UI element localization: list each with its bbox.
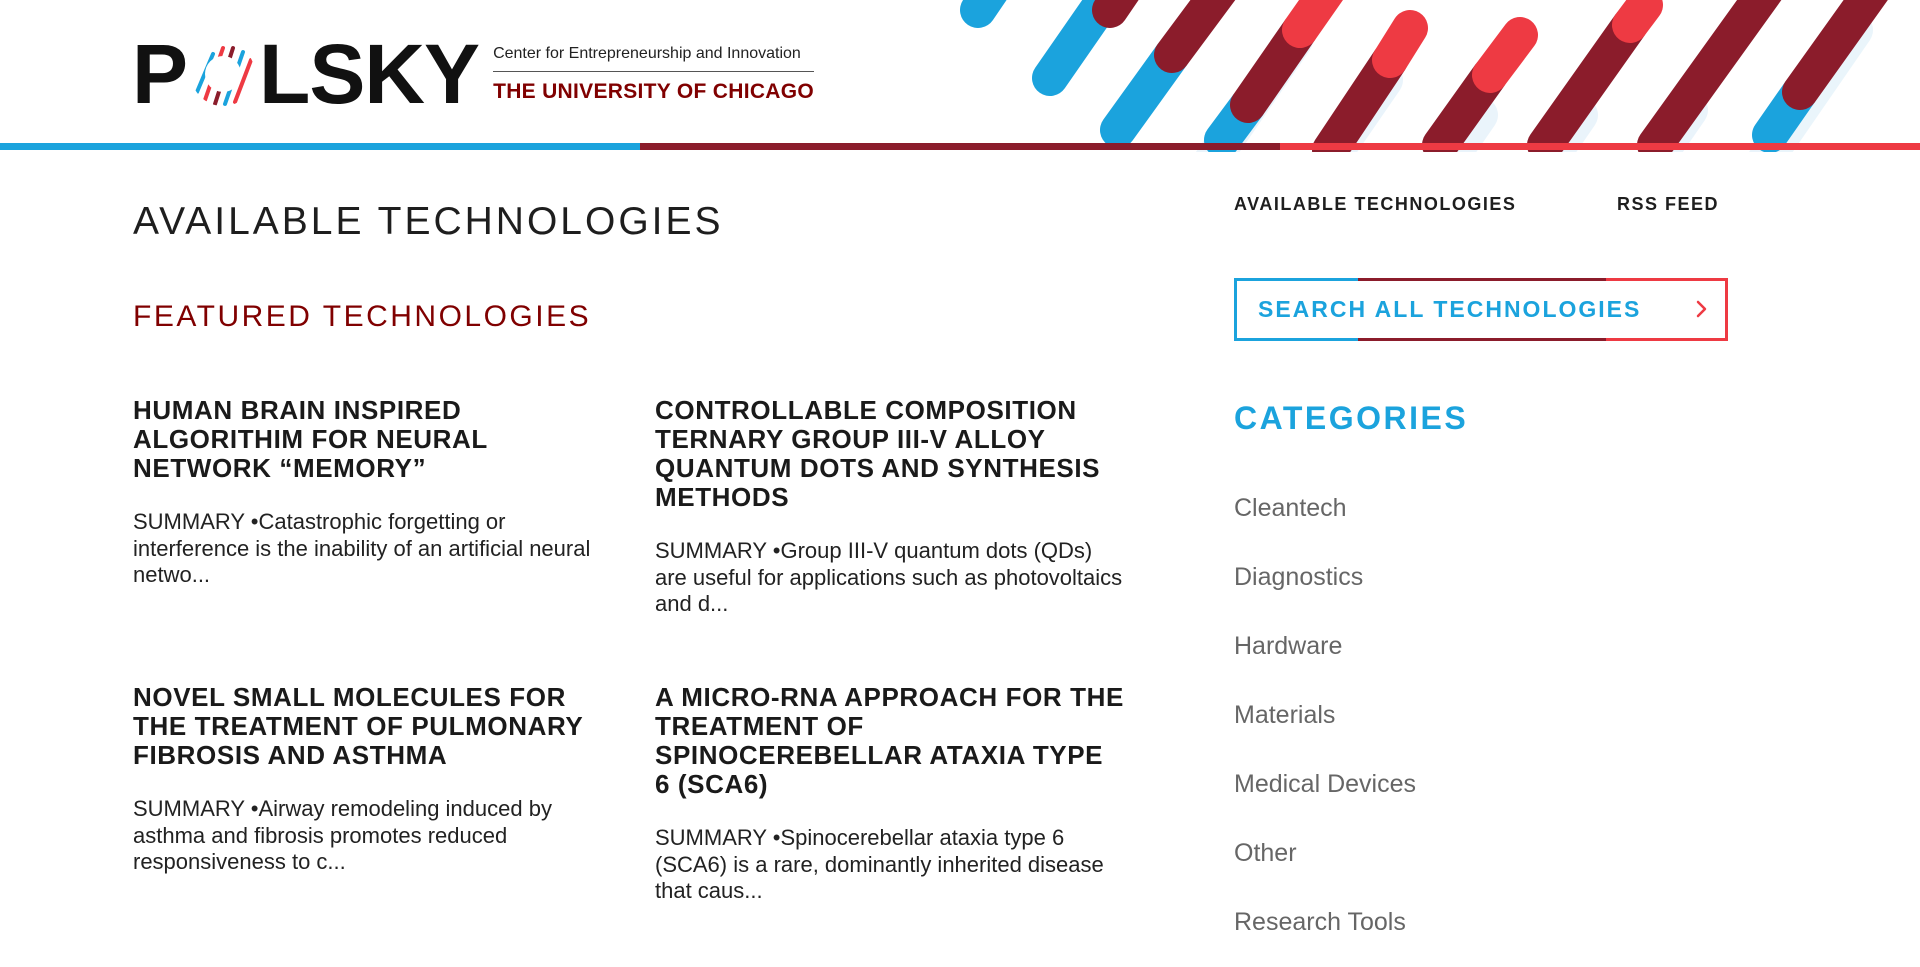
category-link[interactable]: Other <box>1234 839 1297 867</box>
nav-rss-feed[interactable]: RSS FEED <box>1617 194 1720 214</box>
button-border-segment <box>1606 278 1728 281</box>
category-link[interactable]: Cleantech <box>1234 494 1347 522</box>
button-border-segment <box>1358 278 1606 281</box>
technology-summary: SUMMARY •Spinocerebellar ataxia type 6 (SCA6) is a rare, dominantly inherited disease that caus... <box>655 825 1104 903</box>
logo-o-emblem-icon <box>189 40 257 108</box>
category-list <box>1234 492 1416 967</box>
logo-letter-p: P <box>132 27 188 121</box>
logo-university: THE UNIVERSITY OF CHICAGO <box>493 79 815 103</box>
featured-technologies-heading: FEATURED TECHNOLOGIES <box>133 300 592 333</box>
nav-available-technologies[interactable]: AVAILABLE TECHNOLOGIES <box>1234 194 1517 214</box>
logo-letters-lsky: LSKY <box>259 27 480 121</box>
logo-wordmark <box>132 27 480 121</box>
category-link[interactable]: Hardware <box>1234 632 1343 660</box>
header-rule-blue <box>0 143 640 150</box>
button-border-segment <box>1725 278 1728 341</box>
header-rule-maroon <box>640 143 1280 150</box>
technology-card <box>133 683 603 876</box>
technology-title-link[interactable]: CONTROLLABLE COMPOSITION TERNARY GROUP III-V ALLOY QUANTUM DOTS AND SYNTHESIS METHODS <box>655 395 1101 512</box>
categories-heading: CATEGORIES <box>1234 400 1469 436</box>
polsky-logo[interactable] <box>132 27 815 121</box>
header-rule-red <box>1280 143 1920 150</box>
button-border-segment <box>1234 278 1358 281</box>
site-header <box>0 0 1920 152</box>
search-all-technologies-button[interactable] <box>1234 278 1728 341</box>
logo-subtitle: Center for Entrepreneurship and Innovation <box>493 45 814 72</box>
category-link[interactable]: Diagnostics <box>1234 563 1364 591</box>
technology-title-link[interactable]: A MICRO-RNA APPROACH FOR THE TREATMENT OF SPINOCEREBELLAR ATAXIA TYPE 6 (SCA6) <box>655 682 1124 799</box>
technology-summary: SUMMARY •Catastrophic forgetting or interference is the inability of an artificial neural netwo... <box>133 509 591 587</box>
technology-title-link[interactable]: HUMAN BRAIN INSPIRED ALGORITHIM FOR NEURAL NETWORK “MEMORY” <box>133 395 488 483</box>
category-link[interactable]: Materials <box>1234 701 1336 729</box>
technology-summary: SUMMARY •Group III-V quantum dots (QDs) are useful for applications such as photovoltaics and d... <box>655 538 1123 616</box>
technology-card <box>655 396 1125 618</box>
button-border-segment <box>1606 338 1728 341</box>
button-border-segment <box>1234 338 1358 341</box>
category-link[interactable]: Medical Devices <box>1234 770 1417 798</box>
logo-text <box>493 45 814 104</box>
page-title: AVAILABLE TECHNOLOGIES <box>133 200 724 243</box>
chevron-right-icon <box>1692 298 1712 320</box>
technology-card <box>133 396 603 589</box>
search-button-label: SEARCH ALL TECHNOLOGIES <box>1258 296 1642 322</box>
technology-summary: SUMMARY •Airway remodeling induced by asthma and fibrosis promotes reduced responsiveness to c... <box>133 796 552 874</box>
button-border-segment <box>1234 278 1237 341</box>
technology-card <box>655 683 1125 905</box>
category-link[interactable]: Research Tools <box>1234 908 1406 936</box>
technology-title-link[interactable]: NOVEL SMALL MOLECULES FOR THE TREATMENT OF PULMONARY FIBROSIS AND ASTHMA <box>133 682 583 770</box>
button-border-segment <box>1358 338 1606 341</box>
